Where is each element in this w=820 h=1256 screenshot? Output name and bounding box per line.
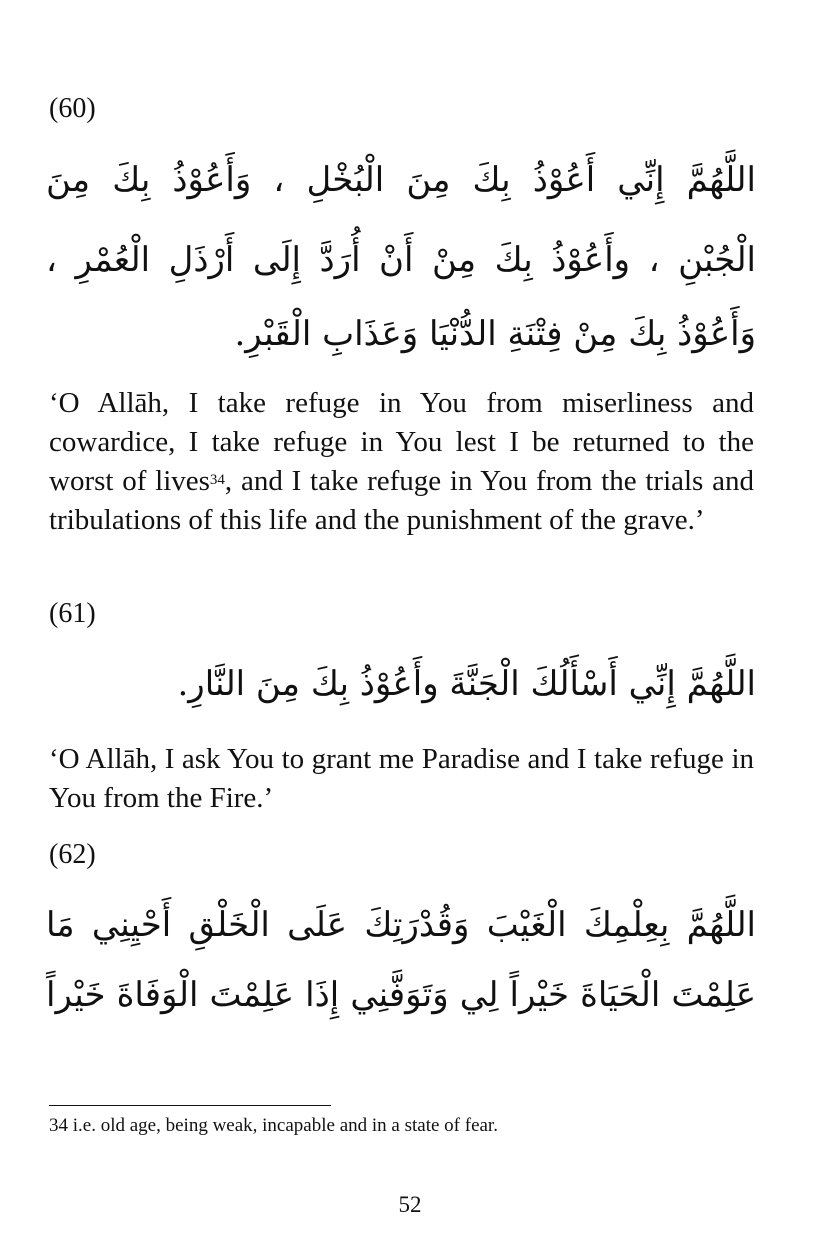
translation-paragraph: ‘O Allāh, I ask You to grant me Paradise and I take refuge in You from the Fire.’ bbox=[49, 743, 754, 814]
arabic-line: الْجُبْنِ ، وأَعُوْذُ بِكَ مِنْ أَنْ أُرَدَّ إِلَى أَرْذَلِ الْعُمْرِ ، bbox=[46, 240, 756, 280]
translation-text: ‘O Allāh, I take refuge in You from miserliness and cowardice, I take refuge in You lest I be returned to the worst of lives bbox=[49, 387, 754, 498]
entry-number: (60) bbox=[49, 93, 96, 124]
arabic-line: اللَّهُمَّ إِنِّي أَعُوْذُ بِكَ مِنَ الْبُخْلِ ، وَأَعُوْذُ بِكَ مِنَ bbox=[46, 160, 756, 200]
footnote: 34 i.e. old age, being weak, incapable and in a state of fear. bbox=[49, 1115, 498, 1136]
page-number: 52 bbox=[398, 1192, 422, 1217]
arabic-line: اللَّهُمَّ بِعِلْمِكَ الْغَيْبَ وَقُدْرَتِكَ عَلَى الْخَلْقِ أَحْيِنِي مَا bbox=[46, 905, 756, 945]
translation-paragraph bbox=[49, 384, 754, 539]
entry-number: (62) bbox=[49, 839, 96, 870]
footnote-divider bbox=[49, 1105, 331, 1106]
footnote-mark: 34 bbox=[209, 472, 225, 489]
arabic-line: عَلِمْتَ الْحَيَاةَ خَيْراً لِي وَتَوَفَّنِي إِذَا عَلِمْتَ الْوَفَاةَ خَيْراً bbox=[46, 975, 756, 1015]
arabic-line: وَأَعُوْذُ بِكَ مِنْ فِتْنَةِ الدُّنْيَا وَعَذَابِ الْقَبْرِ. bbox=[234, 314, 756, 354]
arabic-line: اللَّهُمَّ إِنِّي أَسْأَلُكَ الْجَنَّةَ وأَعُوْذُ بِكَ مِنَ النَّارِ. bbox=[177, 664, 756, 704]
entry-number: (61) bbox=[49, 598, 96, 629]
translation-text: , and I take refuge in You from the trials and tribulations of this life and the punishment of the grave.’ bbox=[49, 465, 754, 536]
